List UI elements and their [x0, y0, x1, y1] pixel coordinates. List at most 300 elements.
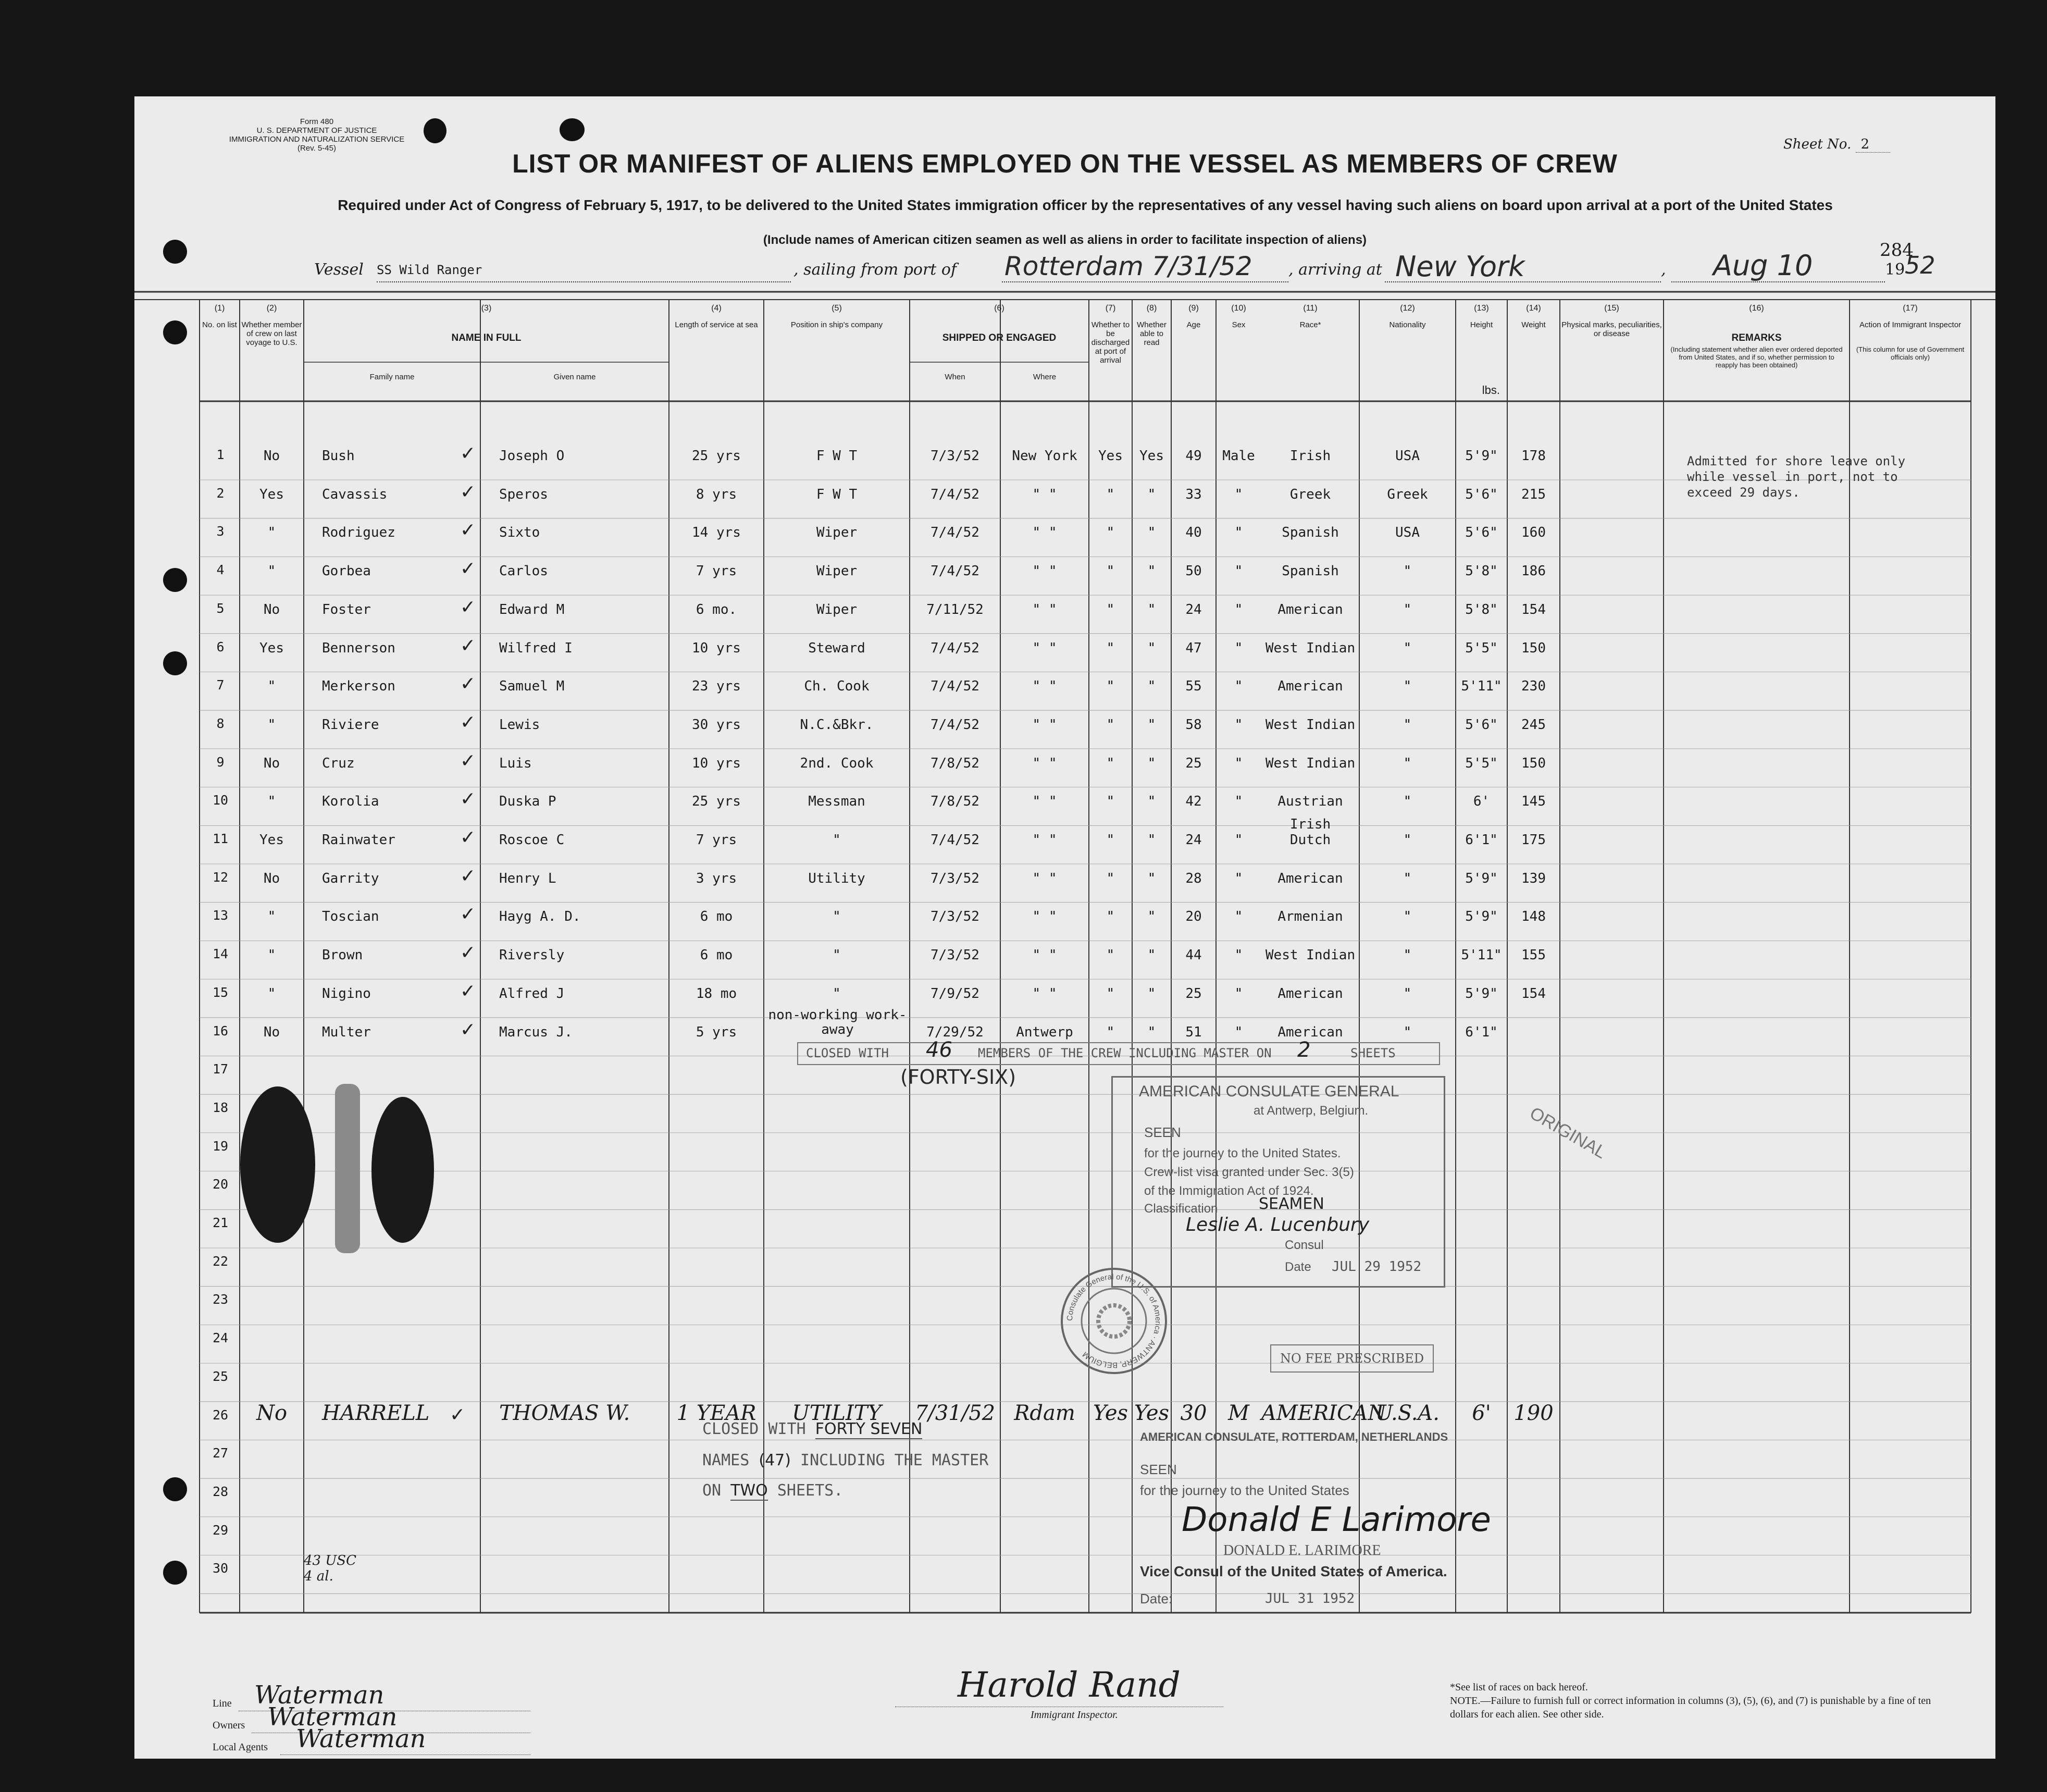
- column-number: (12): [1400, 304, 1415, 313]
- nationality: ": [1403, 678, 1412, 695]
- weight: 190: [1513, 1401, 1554, 1425]
- height: 5'6": [1465, 486, 1498, 502]
- discharged: ": [1106, 870, 1115, 886]
- column-header-10: Sex: [1232, 320, 1246, 329]
- service-length: 30 yrs: [692, 716, 741, 733]
- able-to-read: ": [1147, 870, 1156, 886]
- discharged: ": [1106, 640, 1115, 656]
- shipped-where: " ": [1032, 486, 1057, 502]
- page-title: LIST OR MANIFEST OF ALIENS EMPLOYED ON THE VESSEL AS MEMBERS OF CREW: [512, 149, 1618, 178]
- check-mark: ✓: [460, 520, 476, 541]
- sailing-label: , sailing from port of: [793, 261, 957, 279]
- nationality: ": [1403, 640, 1412, 656]
- race: American: [1277, 870, 1343, 886]
- given-name: Samuel M: [499, 678, 565, 695]
- column-number: (4): [711, 304, 722, 313]
- shipped-where: " ": [1032, 640, 1057, 656]
- column-number: (11): [1303, 304, 1318, 313]
- shipped-when: 7/4/52: [931, 832, 979, 848]
- race: AMERICAN: [1261, 1401, 1386, 1425]
- sex: M: [1228, 1401, 1249, 1425]
- vessel-line: Vessel SS Wild Ranger , sailing from port of Rotterdam 7/31/52 , arriving at New York , Aug 10 19 52: [314, 249, 1936, 283]
- consulate-general-stamp: AMERICAN CONSULATE GENERAL at Antwerp, Belgium. SEEN for the journey to the United States. Crew-list visa granted under Sec. 3(5) of the Immigration Act of 1924. Classification SEAMEN Leslie A. Lucenbury Consul Date JUL 29 1952: [1111, 1076, 1445, 1288]
- race: Irish Dutch: [1289, 817, 1331, 848]
- family-name: Cavassis: [322, 486, 388, 502]
- nationality: U.S.A.: [1375, 1401, 1440, 1425]
- height: 5'11": [1461, 947, 1502, 963]
- last-voyage: Yes: [259, 486, 284, 502]
- able-to-read: ": [1147, 486, 1156, 502]
- age: 30: [1180, 1401, 1207, 1425]
- position: Ch. Cook: [804, 678, 870, 695]
- weight: 150: [1521, 755, 1546, 771]
- race: West Indian: [1265, 640, 1356, 656]
- race: Irish: [1289, 448, 1331, 464]
- nationality: USA: [1395, 448, 1420, 464]
- able-to-read: ": [1147, 640, 1156, 656]
- family-name: Riviere: [322, 716, 379, 733]
- weight: 139: [1521, 870, 1546, 886]
- row-number: 7: [216, 677, 225, 693]
- shipped-when: 7/3/52: [931, 909, 979, 925]
- row-number: 30: [212, 1561, 229, 1576]
- position: Wiper: [816, 601, 858, 617]
- marginal-note: 43 USC 4 al.: [304, 1553, 356, 1584]
- discharged: ": [1106, 563, 1115, 579]
- row-number: 12: [212, 869, 229, 885]
- row-number: 23: [212, 1292, 229, 1307]
- weight: 230: [1521, 678, 1546, 695]
- shipped-when: 7/31/52: [914, 1401, 996, 1425]
- row-number: 26: [212, 1407, 229, 1423]
- weight: 175: [1521, 832, 1546, 848]
- shipped-when: 7/4/52: [931, 678, 979, 695]
- subheader-lbs: lbs.: [1482, 384, 1500, 397]
- family-name: Gorbea: [322, 563, 371, 579]
- service-length: 18 mo: [696, 985, 737, 1002]
- page-number: 284: [1880, 240, 1914, 261]
- able-to-read: ": [1147, 794, 1156, 810]
- height: 5'5": [1465, 755, 1498, 771]
- column-header-12: Nationality: [1389, 320, 1426, 329]
- service-length: 7 yrs: [696, 832, 737, 848]
- given-name: Riversly: [499, 947, 565, 963]
- family-name: Nigino: [322, 985, 371, 1002]
- column-number: (13): [1474, 304, 1489, 313]
- position: N.C.&Bkr.: [800, 716, 874, 733]
- age: 24: [1185, 832, 1202, 848]
- discharged: ": [1106, 985, 1115, 1002]
- race: West Indian: [1265, 755, 1356, 771]
- nationality: ": [1403, 716, 1412, 733]
- position: Wiper: [816, 563, 858, 579]
- port-to: New York: [1395, 250, 1525, 283]
- sex: ": [1234, 755, 1243, 771]
- given-name: Roscoe C: [499, 832, 565, 848]
- position: ": [833, 947, 841, 963]
- race: American: [1277, 601, 1343, 617]
- last-voyage: No: [263, 448, 280, 464]
- check-mark: ✓: [460, 596, 476, 618]
- shipped-when: 7/4/52: [931, 486, 979, 502]
- age: 50: [1185, 563, 1202, 579]
- subheader-where: Where: [1033, 373, 1057, 381]
- discharged: Yes: [1098, 448, 1123, 464]
- column-header-5: Position in ship's company: [790, 320, 883, 329]
- row-number: 22: [212, 1253, 229, 1269]
- discharged: ": [1106, 486, 1115, 502]
- able-to-read: ": [1147, 716, 1156, 733]
- shipped-when: 7/4/52: [931, 525, 979, 541]
- check-mark: ✓: [460, 1019, 476, 1041]
- vessel-name: SS Wild Ranger: [377, 263, 482, 277]
- able-to-read: ": [1147, 525, 1156, 541]
- family-name: Multer: [322, 1024, 371, 1040]
- position: ": [833, 832, 841, 848]
- header-note: (Include names of American citizen seamen as well as aliens in order to facilitate inspection of aliens): [763, 233, 1367, 247]
- check-mark: ✓: [460, 904, 476, 925]
- owners-value: Waterman: [267, 1702, 398, 1732]
- discharged: ": [1106, 601, 1115, 617]
- sex: ": [1234, 563, 1243, 579]
- year-suffix: 52: [1905, 251, 1936, 279]
- last-voyage: ": [267, 525, 276, 541]
- position: 2nd. Cook: [800, 755, 874, 771]
- shipped-where: " ": [1032, 947, 1057, 963]
- shipped-where: " ": [1032, 563, 1057, 579]
- sex: ": [1234, 1024, 1243, 1040]
- family-name: Merkerson: [322, 678, 395, 695]
- given-name: Marcus J.: [499, 1024, 573, 1040]
- sex: ": [1234, 947, 1243, 963]
- service-length: 6 mo: [700, 909, 733, 925]
- row-number: 2: [216, 485, 225, 501]
- form-number: Form 480 U. S. DEPARTMENT OF JUSTICE IMMIGRATION AND NATURALIZATION SERVICE (Rev. 5-45): [229, 117, 405, 153]
- svg-text:Consulate General of the U.S.: Consulate General of the U.S. of America · ANTWERP, BELGIUM: [1065, 1272, 1163, 1370]
- nationality: ": [1403, 985, 1412, 1002]
- column-header-17: Action of Immigrant Inspector: [1859, 320, 1962, 329]
- original-stamp: ORIGINAL: [1526, 1103, 1610, 1163]
- race: Greek: [1289, 486, 1331, 502]
- column-number: (14): [1526, 304, 1541, 313]
- last-voyage: Yes: [259, 640, 284, 656]
- service-length: 3 yrs: [696, 870, 737, 886]
- discharged: ": [1106, 909, 1115, 925]
- column-header-1: No. on list: [202, 320, 237, 329]
- discharged: Yes: [1093, 1401, 1128, 1425]
- shipped-when: 7/4/52: [931, 563, 979, 579]
- weight: 215: [1521, 486, 1546, 502]
- service-length: 5 yrs: [696, 1024, 737, 1040]
- shipped-where: " ": [1032, 755, 1057, 771]
- weight: 178: [1521, 448, 1546, 464]
- vessel-label: Vessel: [314, 261, 364, 279]
- given-name: Luis: [499, 755, 532, 771]
- sex: ": [1234, 716, 1243, 733]
- check-mark: ✓: [460, 980, 476, 1002]
- nationality: ": [1403, 601, 1412, 617]
- family-name: Bennerson: [322, 640, 395, 656]
- check-mark: ✓: [460, 788, 476, 810]
- given-name: Joseph O: [499, 448, 565, 464]
- check-mark: ✓: [460, 942, 476, 964]
- age: 55: [1185, 678, 1202, 695]
- able-to-read: ": [1147, 832, 1156, 848]
- race: West Indian: [1265, 947, 1356, 963]
- column-number: (5): [832, 304, 842, 313]
- row-number: 19: [212, 1138, 229, 1154]
- position: Utility: [808, 870, 865, 886]
- column-header-15: Physical marks, peculiarities, or disease: [1561, 320, 1662, 338]
- column-header-4: Length of service at sea: [675, 320, 758, 329]
- column-header-6: SHIPPED OR ENGAGED: [942, 332, 1057, 343]
- weight: 155: [1521, 947, 1546, 963]
- given-name: Speros: [499, 486, 548, 502]
- inspector-signature: Harold Rand: [958, 1665, 1181, 1705]
- height: 5'11": [1461, 678, 1502, 695]
- family-name: Toscian: [322, 909, 379, 925]
- manifest-paper: [134, 96, 1995, 1759]
- age: 25: [1185, 755, 1202, 771]
- last-voyage: No: [263, 1024, 280, 1040]
- column-header-11: Race*: [1299, 320, 1321, 329]
- column-header-16: REMARKS: [1731, 332, 1782, 343]
- weight: 160: [1521, 525, 1546, 541]
- given-name: Hayg A. D.: [499, 909, 581, 925]
- port-from: Rotterdam 7/31/52: [1004, 251, 1252, 281]
- age: 51: [1185, 1024, 1202, 1040]
- weight: 186: [1521, 563, 1546, 579]
- service-length: 10 yrs: [692, 640, 741, 656]
- footnote-races: *See list of races on back hereof.: [1450, 1682, 1588, 1693]
- able-to-read: Yes: [1134, 1401, 1170, 1425]
- height: 5'9": [1465, 870, 1498, 886]
- able-to-read: ": [1147, 1024, 1156, 1040]
- discharged: ": [1106, 716, 1115, 733]
- inspector-label: Immigrant Inspector.: [1031, 1709, 1118, 1721]
- position: ": [833, 909, 841, 925]
- check-mark: ✓: [460, 558, 476, 580]
- shipped-when: 7/3/52: [931, 448, 979, 464]
- row-number: 4: [216, 562, 225, 578]
- position: F W T: [816, 486, 858, 502]
- position: non-working work-away: [768, 1007, 907, 1037]
- sex: ": [1234, 870, 1243, 886]
- race: American: [1277, 678, 1343, 695]
- last-voyage: ": [267, 563, 276, 579]
- able-to-read: ": [1147, 947, 1156, 963]
- service-length: 8 yrs: [696, 486, 737, 502]
- last-voyage: ": [267, 985, 276, 1002]
- age: 49: [1185, 448, 1202, 464]
- check-mark: ✓: [460, 750, 476, 772]
- race: American: [1277, 1024, 1343, 1040]
- position: UTILITY: [792, 1401, 882, 1425]
- service-length: 6 mo.: [696, 601, 737, 617]
- check-mark: ✓: [460, 443, 476, 464]
- service-length: 14 yrs: [692, 525, 741, 541]
- rotterdam-consulate-stamp: AMERICAN CONSULATE, ROTTERDAM, NETHERLANDS SEEN for the journey to the United States Donald E Larimore DONALD E. LARIMORE Vice Consul of the United States of America. Date: JUL 31 1952: [1140, 1430, 1491, 1606]
- family-name: Cruz: [322, 755, 355, 771]
- sex: ": [1234, 832, 1243, 848]
- position: Messman: [808, 794, 865, 810]
- row-number: 9: [216, 754, 225, 770]
- row-number: 17: [212, 1061, 229, 1077]
- able-to-read: ": [1147, 601, 1156, 617]
- able-to-read: ": [1147, 678, 1156, 695]
- arrival-date: Aug 10: [1713, 249, 1813, 282]
- family-name: Bush: [322, 448, 355, 464]
- row-number: 11: [212, 831, 229, 846]
- agents-label: Local Agents: [213, 1741, 268, 1753]
- weight: 148: [1521, 909, 1546, 925]
- footnote-penalty: NOTE.—Failure to furnish full or correct information in columns (3), (5), (6), and (7) is punishable by a fine of ten dollars for each alien. See other side.: [1450, 1695, 1931, 1720]
- row-number: 5: [216, 600, 225, 616]
- nationality: ": [1403, 563, 1412, 579]
- year-prefix: 19: [1885, 261, 1905, 279]
- shipped-where: Antwerp: [1016, 1024, 1073, 1040]
- age: 28: [1185, 870, 1202, 886]
- shipped-where: " ": [1032, 985, 1057, 1002]
- last-voyage: Yes: [259, 832, 284, 848]
- nationality: ": [1403, 909, 1412, 925]
- family-name: Korolia: [322, 794, 379, 810]
- last-voyage: ": [267, 716, 276, 733]
- age: 25: [1185, 985, 1202, 1002]
- shipped-where: " ": [1032, 832, 1057, 848]
- age: 58: [1185, 716, 1202, 733]
- column-number: (7): [1105, 304, 1116, 313]
- row-number: 1: [216, 447, 225, 462]
- able-to-read: ": [1147, 755, 1156, 771]
- sex: ": [1234, 909, 1243, 925]
- weight: 154: [1521, 985, 1546, 1002]
- row-number: 8: [216, 715, 225, 731]
- able-to-read: ": [1147, 985, 1156, 1002]
- shipped-when: 7/4/52: [931, 640, 979, 656]
- given-name: Edward M: [499, 601, 565, 617]
- page-subtitle: Required under Act of Congress of February 5, 1917, to be delivered to the United States immigration officer by the representatives of any vessel having such aliens on board upon arrival at a port of the United States: [338, 197, 1833, 213]
- shipped-when: 7/8/52: [931, 755, 979, 771]
- column-header-7: Whether to be discharged at port of arrival: [1091, 320, 1130, 365]
- column-header-13: Height: [1470, 320, 1493, 329]
- discharged: ": [1106, 832, 1115, 848]
- column-number: (8): [1146, 304, 1157, 313]
- age: 44: [1185, 947, 1202, 963]
- able-to-read: ": [1147, 563, 1156, 579]
- row-number: 21: [212, 1215, 229, 1230]
- row-number: 20: [212, 1177, 229, 1192]
- family-name: Rodriguez: [322, 525, 395, 541]
- given-name: Sixto: [499, 525, 540, 541]
- shipped-where: " ": [1032, 716, 1057, 733]
- service-length: 10 yrs: [692, 755, 741, 771]
- column-header-9: Age: [1186, 320, 1201, 329]
- arriving-label: , arriving at: [1288, 261, 1382, 279]
- nationality: Greek: [1387, 486, 1428, 502]
- given-name: Alfred J: [499, 985, 565, 1002]
- row-number: 13: [212, 908, 229, 923]
- height: 5'5": [1465, 640, 1498, 656]
- given-name: Duska P: [499, 794, 556, 810]
- column-number: (6): [994, 304, 1004, 313]
- shipped-when: 7/29/52: [926, 1024, 984, 1040]
- given-name: Henry L: [499, 870, 556, 886]
- family-name: HARRELL: [322, 1401, 430, 1425]
- weight: 150: [1521, 640, 1546, 656]
- column-number: (2): [266, 304, 277, 313]
- service-length: 1 YEAR: [676, 1401, 756, 1425]
- given-name: Lewis: [499, 716, 540, 733]
- sex: ": [1234, 486, 1243, 502]
- nationality: ": [1403, 870, 1412, 886]
- row-number: 28: [212, 1484, 229, 1499]
- weight: 145: [1521, 794, 1546, 810]
- sex: ": [1234, 601, 1243, 617]
- height: 5'9": [1465, 909, 1498, 925]
- able-to-read: Yes: [1139, 448, 1164, 464]
- age: 24: [1185, 601, 1202, 617]
- age: 47: [1185, 640, 1202, 656]
- shipped-where: " ": [1032, 525, 1057, 541]
- race: Spanish: [1282, 525, 1339, 541]
- last-voyage: No: [263, 870, 280, 886]
- position: ": [833, 985, 841, 1002]
- height: 5'6": [1465, 716, 1498, 733]
- height: 5'6": [1465, 525, 1498, 541]
- check-mark: ✓: [460, 635, 476, 657]
- height: 5'9": [1465, 448, 1498, 464]
- closing-stamp-46: CLOSED WITH 46 MEMBERS OF THE CREW INCLUDING MASTER ON 2 SHEETS: [797, 1042, 1440, 1065]
- last-voyage: ": [267, 678, 276, 695]
- discharged: ": [1106, 794, 1115, 810]
- position: Wiper: [816, 525, 858, 541]
- given-name: Carlos: [499, 563, 548, 579]
- shipped-where: " ": [1032, 794, 1057, 810]
- subheader-given-name: Given name: [553, 373, 596, 381]
- column-number: (9): [1188, 304, 1199, 313]
- column-number: (1): [214, 304, 225, 313]
- nationality: ": [1403, 832, 1412, 848]
- last-voyage: No: [263, 755, 280, 771]
- last-voyage: ": [267, 909, 276, 925]
- nationality: ": [1403, 1024, 1412, 1040]
- last-voyage: ": [267, 947, 276, 963]
- row-number: 16: [212, 1023, 229, 1039]
- sex: ": [1234, 525, 1243, 541]
- row-number: 14: [212, 946, 229, 962]
- line-value: Waterman: [254, 1680, 384, 1710]
- column-number: (17): [1903, 304, 1918, 313]
- column-header-2: Whether member of crew on last voyage to U.S.: [241, 320, 302, 347]
- sex: ": [1234, 985, 1243, 1002]
- last-voyage: No: [256, 1401, 288, 1425]
- row-number: 25: [212, 1368, 229, 1384]
- column-number: (15): [1604, 304, 1619, 313]
- service-length: 6 mo: [700, 947, 733, 963]
- row-number: 29: [212, 1522, 229, 1538]
- height: 6'1": [1465, 1024, 1498, 1040]
- height: 6': [1472, 1401, 1491, 1425]
- shipped-when: 7/9/52: [931, 985, 979, 1002]
- discharged: ": [1106, 1024, 1115, 1040]
- no-fee-stamp: NO FEE PRESCRIBED: [1270, 1344, 1434, 1373]
- shipped-where: " ": [1032, 601, 1057, 617]
- row-number: 6: [216, 639, 225, 654]
- check-mark: ✓: [460, 481, 476, 503]
- discharged: ": [1106, 678, 1115, 695]
- nationality: ": [1403, 947, 1412, 963]
